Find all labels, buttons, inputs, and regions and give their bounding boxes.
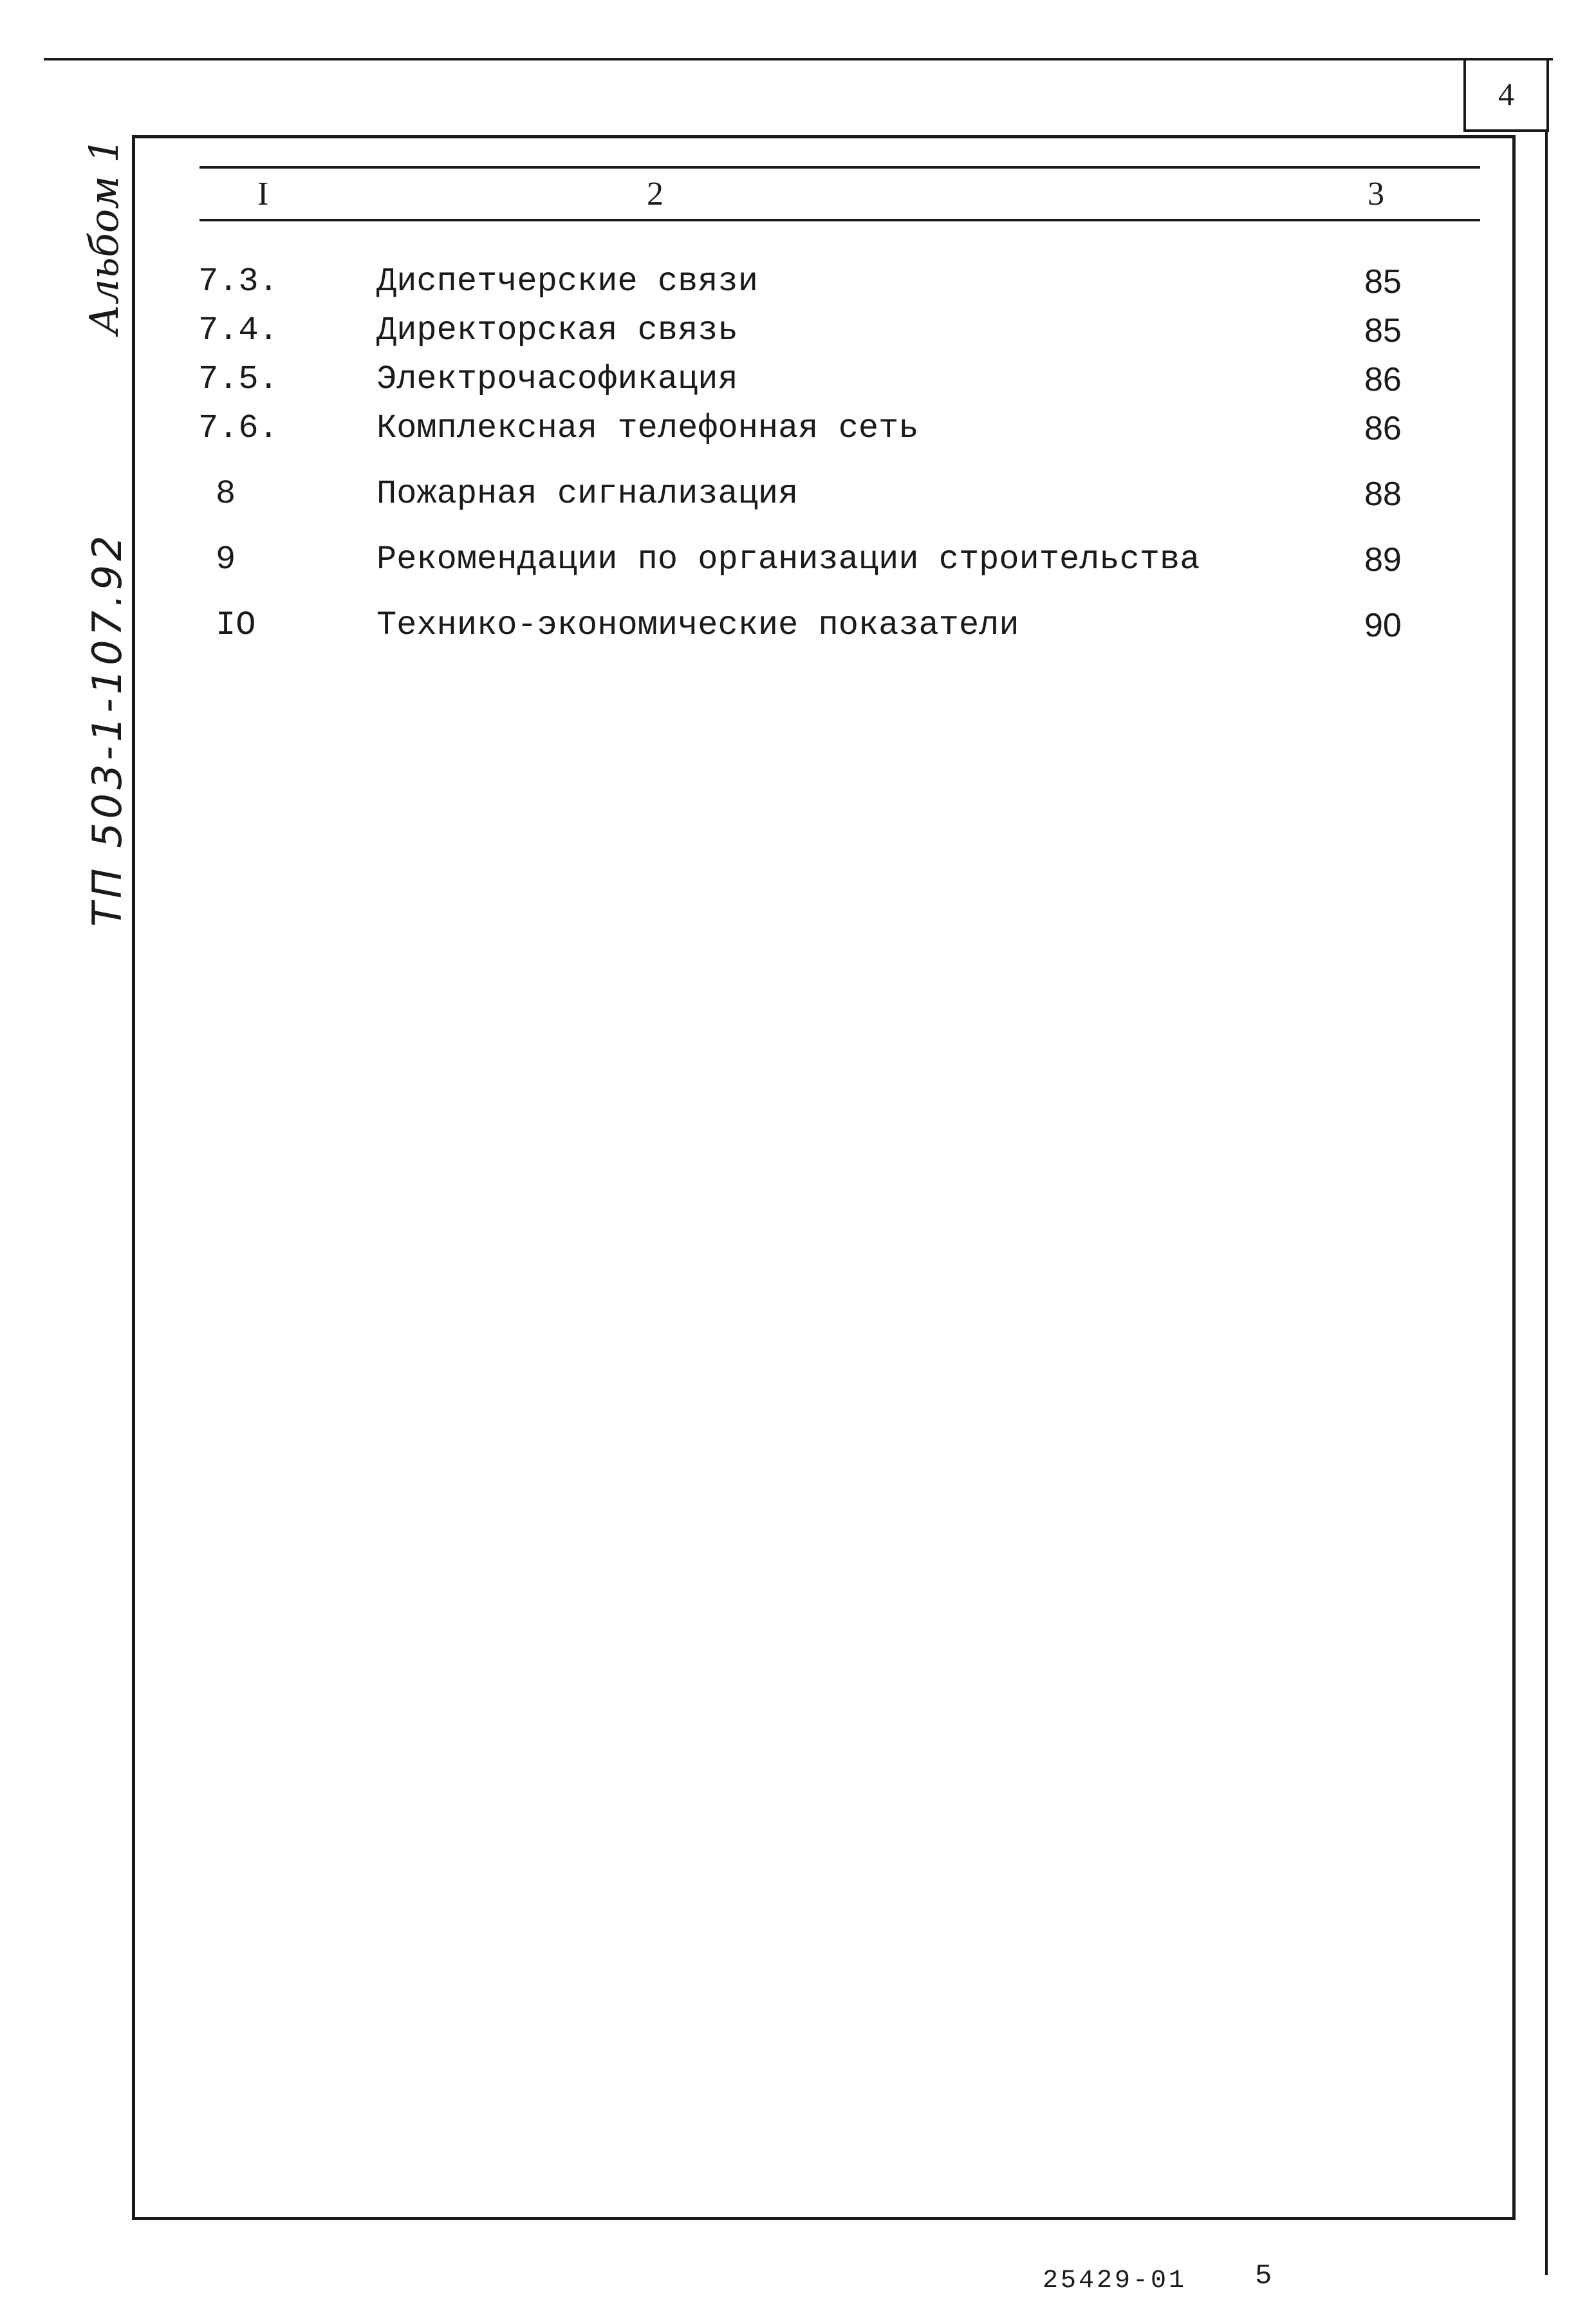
- section-title: Электрочасофикация: [376, 360, 738, 398]
- section-number: 7.5.: [198, 360, 279, 398]
- column-header-1: I: [257, 176, 269, 212]
- section-page: 88: [1364, 476, 1402, 513]
- column-header-2: 2: [647, 176, 663, 212]
- toc-row: [0, 606, 1596, 651]
- toc-row: [0, 541, 1596, 586]
- column-header-3: 3: [1368, 176, 1384, 212]
- section-title: Технико-экономические показатели: [376, 606, 1019, 644]
- side-document-code: ТП 503-1-107.92: [84, 532, 131, 927]
- toc-row: [0, 409, 1596, 454]
- section-page: 85: [1364, 312, 1402, 349]
- section-number: 9: [216, 541, 236, 579]
- section-page: 89: [1364, 541, 1402, 579]
- section-page: 86: [1364, 361, 1402, 398]
- section-number: 7.6.: [198, 409, 279, 447]
- section-title: Комплексная телефонная сеть: [376, 409, 919, 447]
- toc-row: [0, 263, 1596, 308]
- section-number: 7.4.: [198, 311, 279, 349]
- top-border-line: [44, 58, 1553, 60]
- section-page: 90: [1364, 607, 1402, 644]
- toc-row: [0, 360, 1596, 405]
- header-top-rule: [200, 166, 1480, 169]
- toc-row: [0, 475, 1596, 520]
- header-bottom-rule: [200, 219, 1480, 221]
- section-page: 86: [1364, 410, 1402, 447]
- section-number: IO: [216, 606, 256, 644]
- section-title: Рекомендации по организации строительства: [376, 541, 1200, 579]
- section-number: 7.3.: [198, 263, 279, 301]
- page-number: 4: [1463, 58, 1549, 132]
- side-album-label: Альбом 1: [80, 138, 127, 335]
- section-title: Диспетчерские связи: [376, 263, 758, 301]
- section-number: 8: [216, 475, 236, 513]
- toc-row: [0, 311, 1596, 357]
- section-title: Пожарная сигнализация: [376, 475, 799, 513]
- section-title: Директорская связь: [376, 311, 738, 349]
- footer-code: 25429-01: [1043, 2267, 1187, 2295]
- section-page: 85: [1364, 263, 1402, 301]
- footer-sheet-mark: 5: [1255, 2260, 1272, 2292]
